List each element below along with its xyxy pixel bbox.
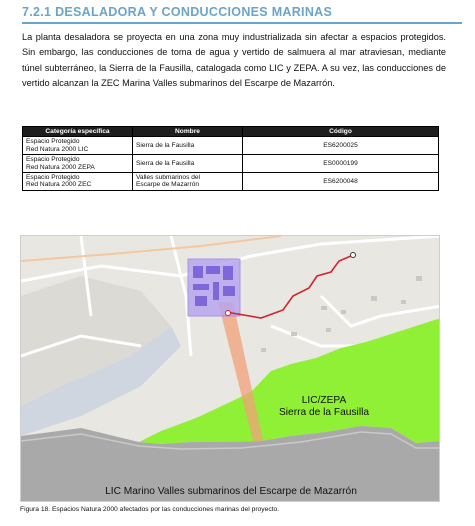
table-row [23,173,439,191]
code-cell: ES6200025 [243,137,439,155]
table-row [23,137,439,155]
category-line: Espacio Protegido [26,138,80,146]
category-line: Red Natura 2000 ZEPA [26,163,95,171]
code-cell: ES0000199 [243,155,439,173]
name-line: Valles submarinos del [136,174,201,182]
section-paragraph: La planta desaladora se proyecta en una zona muy industrializada sin afectar a espacios protegidos. Sin embargo, las conducciones de toma de agua y vertido de salmuera al mar atraviesan, mediante túnel subterráneo, la Sierra de la Fausilla, catalogada como LIC y ZEPA. A su vez, las conducciones de vertido alcanzan la ZEC Marina Valles submarinos del Escarpe de Mazarrón. [22,32,446,89]
column-header: Código [243,127,439,137]
category-cell [23,137,133,155]
name-cell [133,173,243,191]
table-header-row [23,127,439,137]
category-cell [23,155,133,173]
map-svg [21,236,440,502]
category-line: Red Natura 2000 LIC [26,145,89,153]
name-line: Escarpe de Mazarrón [136,181,200,189]
lic-zepa-label-line1: LIC/ZEPA [301,395,347,406]
name-cell [133,137,243,155]
column-header: Categoría específica [23,127,133,137]
name-line: Sierra de la Fausilla [136,159,195,167]
natura-map [20,235,440,502]
marine-zec-label: LIC Marino Valles submarinos del Escarpe de Mazarrón [105,486,357,497]
category-cell [23,173,133,191]
section-heading: 7.2.1 DESALADORA Y CONDUCCIONES MARINAS [22,5,462,24]
pipeline-end-marker [351,253,356,258]
table-row [23,155,439,173]
figure-caption: Figura 18. Espacios Natura 2000 afectados por las conducciones marinas del proyecto. [20,506,280,513]
code-cell: ES6200048 [243,173,439,191]
name-cell [133,155,243,173]
lic-zepa-label-line2: Sierra de la Fausilla [278,407,370,418]
pipeline-start-marker [226,311,231,316]
protected-areas-table [22,126,439,191]
category-line: Espacio Protegido [26,174,80,182]
category-line: Red Natura 2000 ZEC [26,181,92,189]
lic-zepa-label [269,395,379,419]
name-line: Sierra de la Fausilla [136,142,195,150]
column-header: Nombre [133,127,243,137]
category-line: Espacio Protegido [26,156,80,164]
